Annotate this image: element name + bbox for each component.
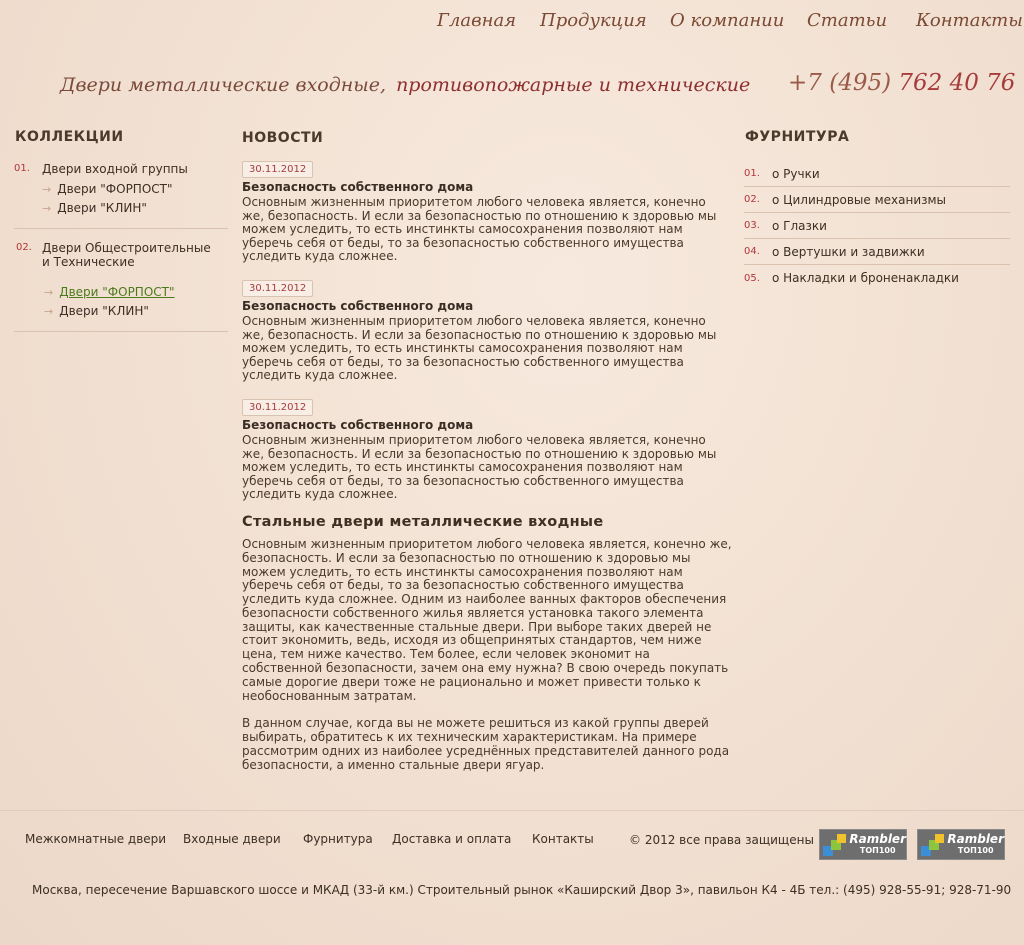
copyright-text: © 2012 все права защищены — [629, 833, 814, 847]
furniture-number: 04. — [744, 246, 760, 257]
subitem-label: Двери "КЛИН" — [57, 201, 147, 215]
news-item — [242, 276, 732, 383]
collection-number: 01. — [14, 163, 30, 174]
furniture-item-handles[interactable] — [744, 161, 1010, 187]
rambler-label: ТОП100 — [859, 845, 896, 855]
collection-sublist — [44, 283, 228, 321]
news-text: Основным жизненным приоритетом любого человека является, конечно же, безопасность. И если за безопасностью по отношению к здоровью мы можем уследить, то есть инстинкты самосохранения позволяют нам уберечь себя от беды, то за безопасностью собственного имущества уследить куда сложнее. — [242, 313, 717, 383]
furniture-label: о Ручки — [772, 166, 820, 181]
arrow-right-icon: → — [42, 183, 52, 196]
rambler-label: ТОП100 — [957, 845, 994, 855]
news-text: Основным жизненным приоритетом любого человека является, конечно же, безопасность. И если за безопасностью по отношению к здоровью мы можем уследить, то есть инстинкты самосохранения позволяют нам уберечь себя от беды, то за безопасностью собственного имущества уследить куда сложнее. — [242, 195, 717, 264]
furniture-number: 05. — [744, 272, 760, 284]
nav-contacts-link[interactable]: Контакты — [916, 10, 1023, 31]
news-heading: НОВОСТИ — [242, 130, 324, 146]
footer-link-interior-doors[interactable]: Межкомнатные двери — [25, 832, 167, 846]
furniture-heading: ФУРНИТУРА — [745, 129, 850, 145]
furniture-number: 03. — [744, 220, 760, 231]
collection-group-header[interactable] — [14, 241, 228, 269]
rambler-counter-badge[interactable] — [917, 829, 1005, 860]
header-phone — [788, 70, 1015, 96]
furniture-sidebar — [744, 161, 1010, 291]
main-content — [242, 157, 732, 787]
rambler-brand: Rambler — [849, 831, 906, 846]
slogan-part2: противопожарные и технические — [396, 74, 751, 96]
news-text: Основным жизненным приоритетом любого человека является, конечно же, безопасность. И если за безопасностью по отношению к здоровью мы можем уследить, то есть инстинкты самосохранения позволяют нам уберечь себя от беды, то за безопасностью собственного имущества уследить куда сложнее. — [242, 432, 717, 502]
footer-link-contacts[interactable]: Контакты — [532, 832, 594, 846]
arrow-right-icon: → — [42, 202, 52, 215]
news-date-badge: 30.11.2012 — [242, 399, 313, 416]
collection-group — [14, 239, 228, 332]
footer-divider — [0, 810, 1024, 811]
collection-title: Двери Общестроительные и Технические — [42, 241, 211, 269]
collection-subitem-forpost[interactable] — [42, 180, 228, 199]
rambler-brand: Rambler — [947, 831, 1004, 846]
collection-subitem-forpost-active[interactable] — [44, 283, 228, 302]
subitem-label: Двери "КЛИН" — [59, 304, 149, 318]
furniture-label: о Накладки и броненакладки — [772, 271, 959, 285]
furniture-label: о Глазки — [772, 218, 827, 233]
news-title-link[interactable]: Безопасность собственного дома — [242, 298, 474, 313]
footer-address: Москва, пересечение Варшавского шоссе и МКАД (33-й км.) Строительный рынок «Каширский Двор 3», павильон К4 - 4Б тел.: (495) 928-55-91; 928-71-90 — [32, 883, 1012, 897]
phone-number: 762 40 76 — [898, 70, 1016, 96]
rambler-logo-icon — [921, 834, 944, 856]
furniture-label: о Цилиндровые механизмы — [772, 192, 947, 207]
top-navigation — [0, 10, 1024, 34]
arrow-right-icon: → — [44, 286, 54, 299]
subitem-label: Двери "ФОРПОСТ" — [57, 182, 173, 196]
nav-products-link[interactable]: Продукция — [540, 10, 647, 31]
footer-link-entrance-doors[interactable]: Входные двери — [183, 832, 281, 846]
collection-subitem-klin[interactable] — [42, 199, 228, 218]
site-slogan — [60, 74, 750, 96]
collections-heading: КОЛЛЕКЦИИ — [15, 129, 124, 145]
news-date-badge: 30.11.2012 — [242, 161, 313, 178]
phone-code: +7 (495) — [788, 70, 892, 96]
news-item — [242, 395, 732, 502]
article-paragraph: В данном случае, когда вы не можете решиться из какой группы дверей выбирать, обратитесь к их техническим характеристикам. На примере рассмотрим одних из наиболее усреднённых представителей данного рода безопасности, а именно стальные двери ягуар. — [242, 716, 730, 772]
news-title-link[interactable]: Безопасность собственного дома — [242, 180, 474, 194]
rambler-counter-badge[interactable] — [819, 829, 907, 860]
slogan-part1: Двери металлические входные, — [60, 74, 387, 96]
arrow-right-icon: → — [44, 305, 54, 318]
collections-sidebar — [14, 162, 228, 342]
furniture-item-peepholes[interactable] — [744, 213, 1010, 239]
furniture-item-latches[interactable] — [744, 239, 1010, 265]
collection-title: Двери входной группы — [42, 162, 188, 176]
collection-sublist — [42, 180, 228, 218]
footer-link-delivery[interactable]: Доставка и оплата — [392, 832, 512, 846]
furniture-item-armor-plates[interactable] — [744, 265, 1010, 291]
nav-articles-link[interactable]: Статьи — [807, 10, 888, 31]
furniture-item-cylinders[interactable] — [744, 187, 1010, 213]
news-item — [242, 157, 732, 264]
nav-home-link[interactable]: Главная — [437, 10, 517, 31]
rambler-logo-icon — [823, 834, 846, 856]
news-title-link[interactable]: Безопасность собственного дома — [242, 417, 474, 432]
footer-link-furniture[interactable]: Фурнитура — [303, 832, 373, 846]
furniture-number: 01. — [744, 168, 760, 179]
article-paragraph: Основным жизненным приоритетом любого человека является, конечно же, безопасность. И если за безопасностью по отношению к здоровью мы можем уследить, то есть инстинкты самосохранения позволяют нам уберечь себя от беды, то за безопасностью собственного имущества уследить куда сложнее. Одним из наиболее ванных факторов обеспечения безопасности собственного жилья является установка такого элемента защиты, как качественные стальные двери. При выборе таких дверей не стоит экономить, ведь, исходя из общепринятых стандартов, чем ниже цена, тем ниже качество. Тем более, если человек экономит на собственной безопасности, зачем она ему нужна? В свою очередь покупать самые дорогие двери тоже не рационально и может привести только к необоснованным затратам. — [242, 536, 732, 703]
collection-subitem-klin[interactable] — [44, 302, 228, 321]
collection-group-header[interactable] — [14, 162, 228, 176]
subitem-label: Двери "ФОРПОСТ" — [59, 285, 175, 299]
nav-about-link[interactable]: О компании — [670, 10, 785, 31]
furniture-number: 02. — [744, 194, 760, 205]
news-date-badge: 30.11.2012 — [242, 280, 313, 297]
furniture-label: о Вертушки и задвижки — [772, 244, 925, 259]
article-title: Стальные двери металлические входные — [242, 513, 604, 530]
collection-group — [14, 162, 228, 229]
collection-number: 02. — [16, 242, 32, 253]
